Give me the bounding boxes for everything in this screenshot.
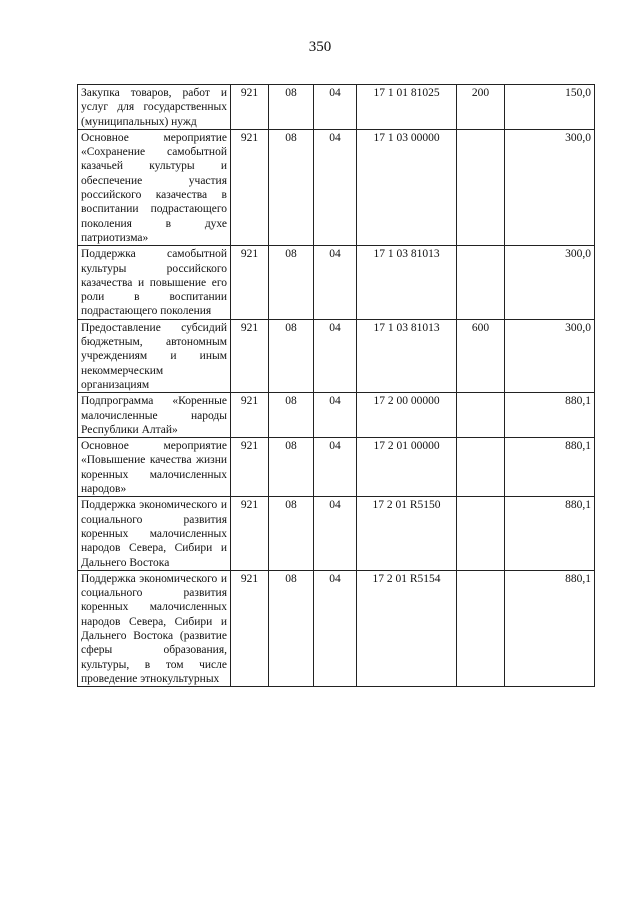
cell-sum: 300,0	[505, 129, 595, 245]
cell-rz: 08	[269, 497, 314, 570]
cell-ved: 921	[231, 393, 269, 438]
cell-name: Предоставление субсидий бюджетным, автономным учреждениям и иным некоммерческим организациям	[78, 319, 231, 392]
cell-sum: 300,0	[505, 246, 595, 319]
cell-rz: 08	[269, 129, 314, 245]
cell-sum: 880,1	[505, 570, 595, 686]
table-row	[78, 393, 595, 438]
budget-table	[77, 84, 595, 687]
table-row	[78, 497, 595, 570]
table-row	[78, 246, 595, 319]
cell-rz: 08	[269, 246, 314, 319]
cell-sum: 150,0	[505, 85, 595, 130]
cell-vr	[457, 393, 505, 438]
cell-pr: 04	[314, 570, 357, 686]
cell-csr: 17 1 03 00000	[357, 129, 457, 245]
cell-csr: 17 2 01 00000	[357, 438, 457, 497]
cell-vr	[457, 129, 505, 245]
cell-name: Основное мероприятие «Сохранение самобытной казачьей культуры и обеспечение участия российского казачества в воспитании подрастающего поколения в духе патриотизма»	[78, 129, 231, 245]
cell-name: Подпрограмма «Коренные малочисленные народы Республики Алтай»	[78, 393, 231, 438]
cell-rz: 08	[269, 85, 314, 130]
cell-ved: 921	[231, 246, 269, 319]
cell-rz: 08	[269, 319, 314, 392]
cell-ved: 921	[231, 497, 269, 570]
cell-vr	[457, 246, 505, 319]
cell-vr	[457, 570, 505, 686]
cell-name: Поддержка самобытной культуры российского казачества и повышение его роли в воспитании подрастающего поколения	[78, 246, 231, 319]
cell-name: Закупка товаров, работ и услуг для государственных (муниципальных) нужд	[78, 85, 231, 130]
cell-csr: 17 2 01 R5154	[357, 570, 457, 686]
cell-sum: 880,1	[505, 497, 595, 570]
table-row	[78, 570, 595, 686]
cell-pr: 04	[314, 497, 357, 570]
cell-csr: 17 1 03 81013	[357, 319, 457, 392]
cell-vr: 200	[457, 85, 505, 130]
table-row	[78, 319, 595, 392]
page-number: 350	[308, 39, 332, 55]
cell-vr	[457, 497, 505, 570]
cell-ved: 921	[231, 85, 269, 130]
cell-pr: 04	[314, 319, 357, 392]
cell-csr: 17 1 03 81013	[357, 246, 457, 319]
cell-rz: 08	[269, 438, 314, 497]
cell-name: Основное мероприятие «Повышение качества жизни коренных малочисленных народов»	[78, 438, 231, 497]
cell-pr: 04	[314, 393, 357, 438]
cell-pr: 04	[314, 85, 357, 130]
cell-vr: 600	[457, 319, 505, 392]
cell-csr: 17 2 01 R5150	[357, 497, 457, 570]
cell-sum: 300,0	[505, 319, 595, 392]
cell-ved: 921	[231, 570, 269, 686]
cell-sum: 880,1	[505, 438, 595, 497]
cell-pr: 04	[314, 438, 357, 497]
cell-ved: 921	[231, 438, 269, 497]
cell-name: Поддержка экономического и социального развития коренных малочисленных народов Севера, Сибири и Дальнего Востока	[78, 497, 231, 570]
table-row	[78, 129, 595, 245]
cell-rz: 08	[269, 570, 314, 686]
cell-name: Поддержка экономического и социального развития коренных малочисленных народов Севера, Сибири и Дальнего Востока (развитие сферы образования, культуры, в том числе проведение этнокультурных	[78, 570, 231, 686]
cell-vr	[457, 438, 505, 497]
cell-csr: 17 1 01 81025	[357, 85, 457, 130]
cell-pr: 04	[314, 129, 357, 245]
cell-ved: 921	[231, 129, 269, 245]
cell-csr: 17 2 00 00000	[357, 393, 457, 438]
table-row	[78, 85, 595, 130]
cell-rz: 08	[269, 393, 314, 438]
cell-ved: 921	[231, 319, 269, 392]
cell-pr: 04	[314, 246, 357, 319]
cell-sum: 880,1	[505, 393, 595, 438]
table-row	[78, 438, 595, 497]
